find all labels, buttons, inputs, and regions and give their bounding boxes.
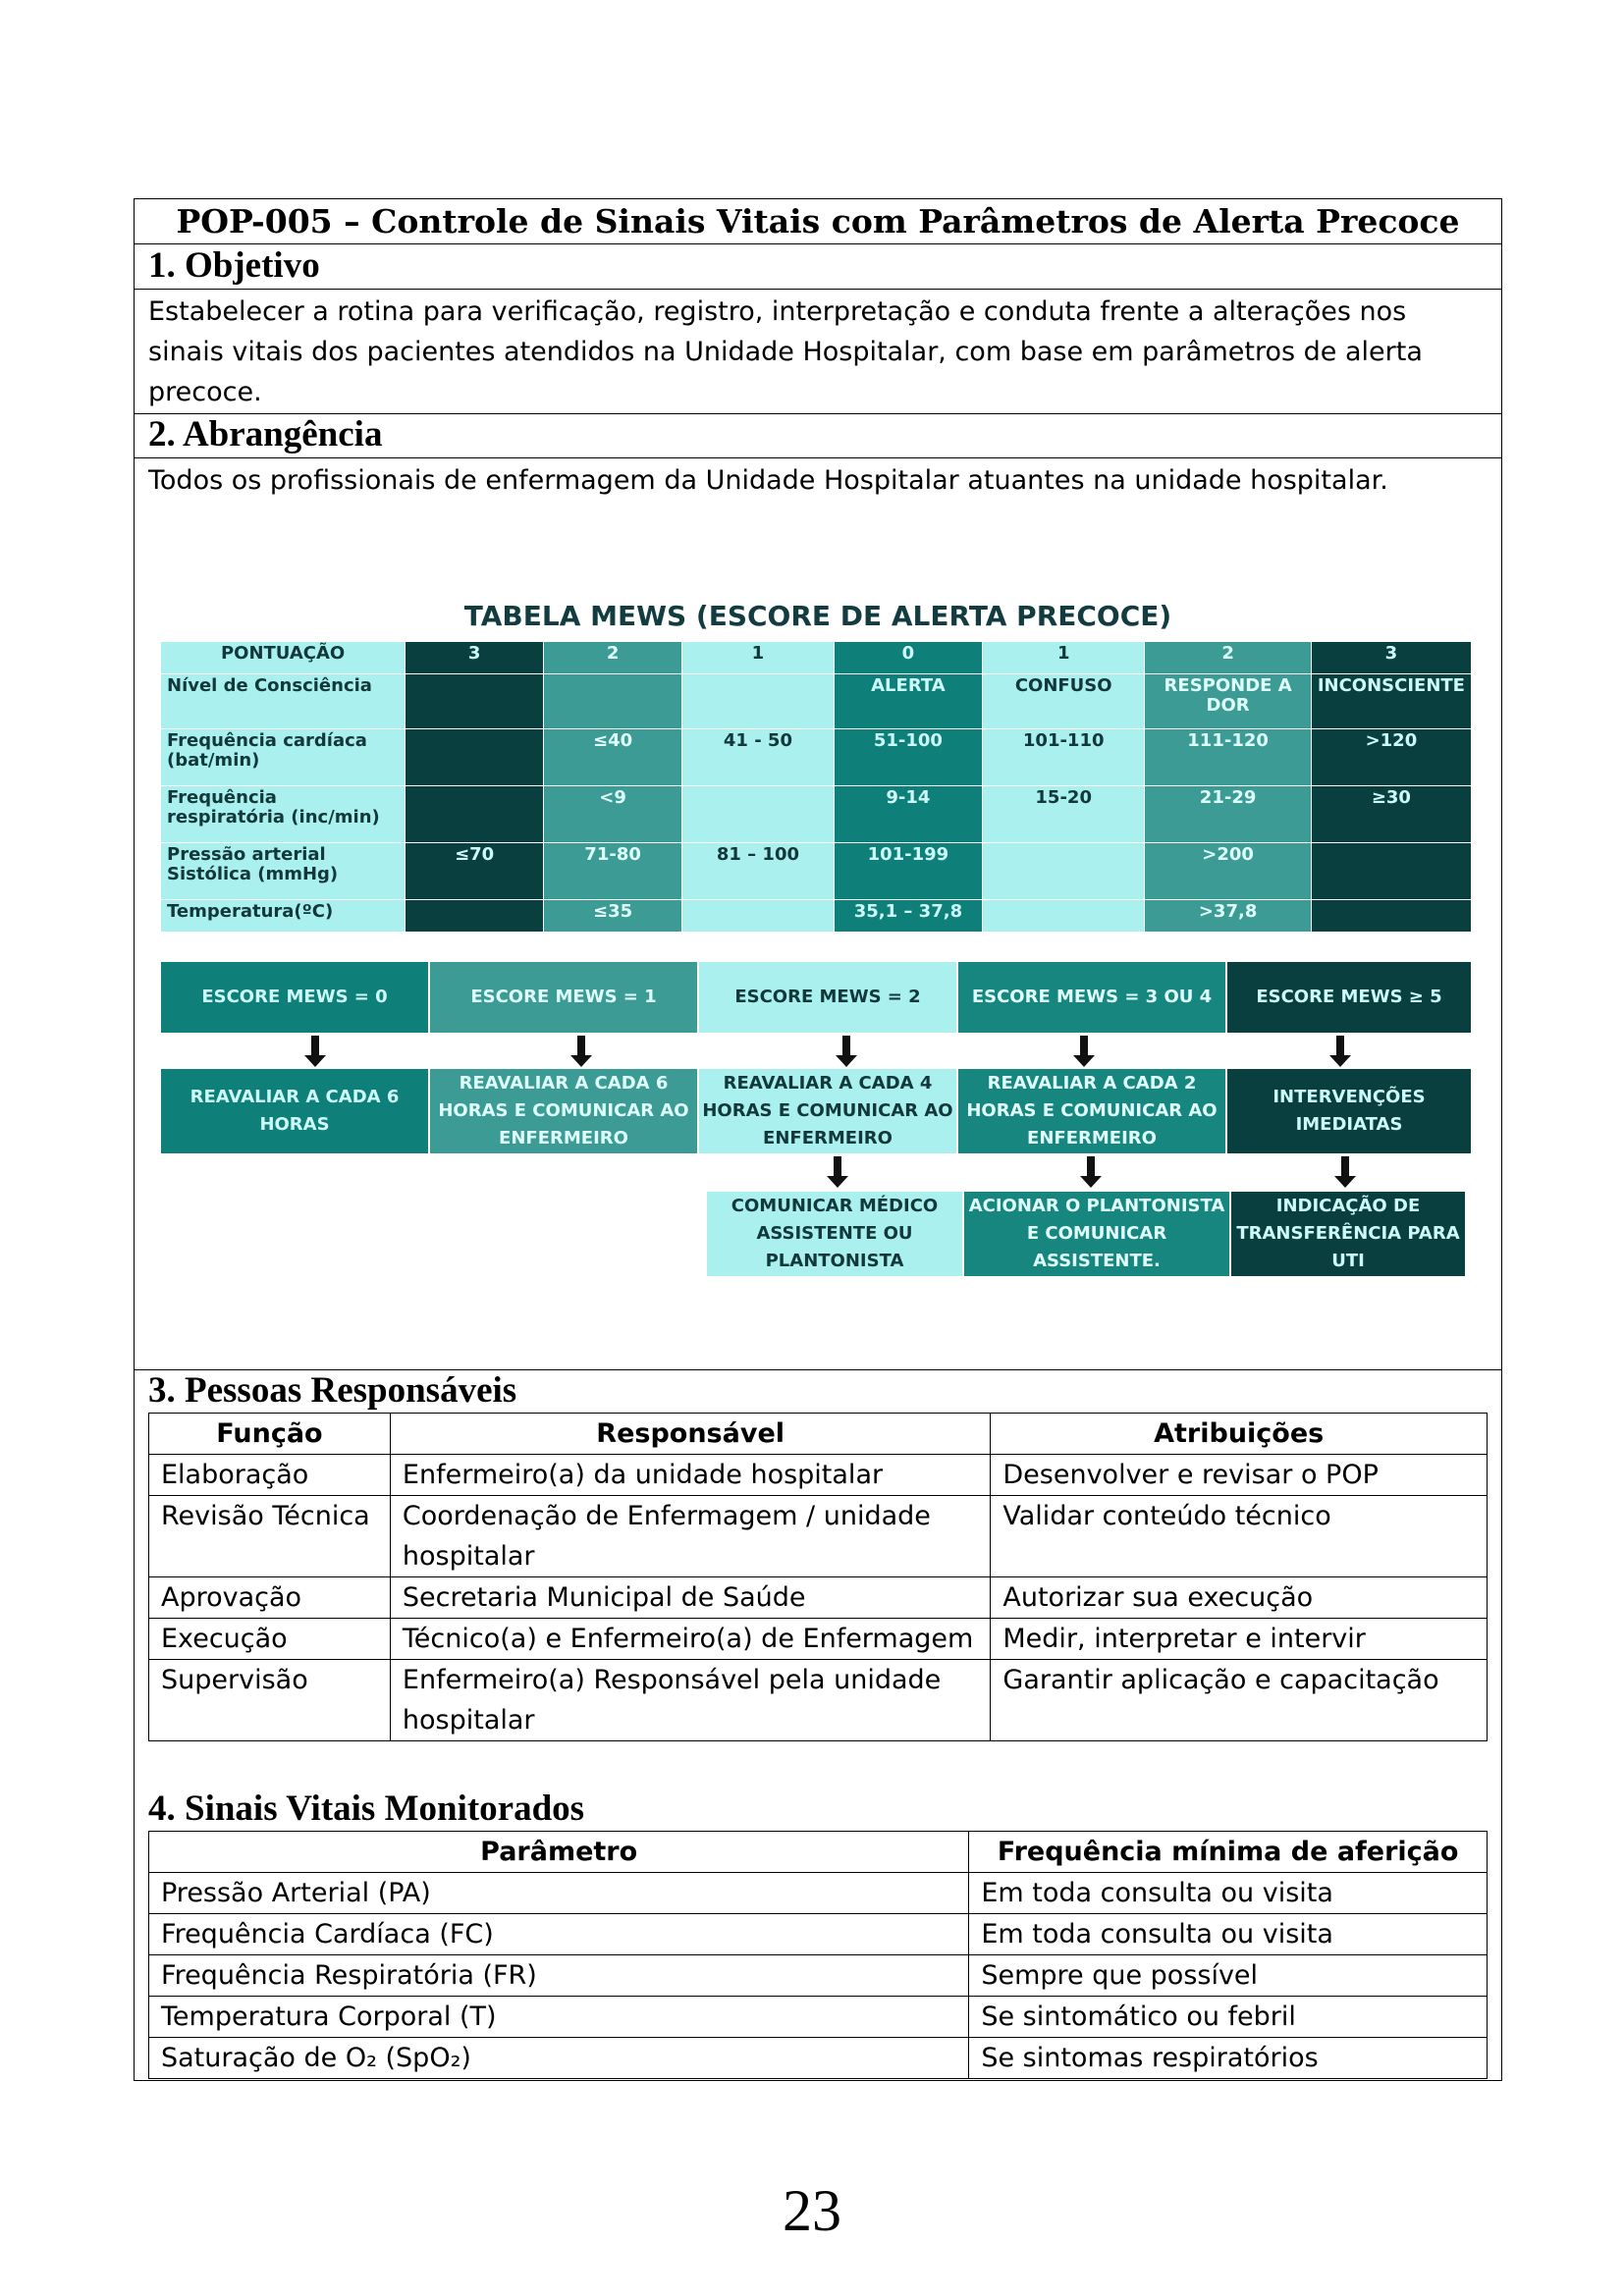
mews-cell: 21-29 [1145,786,1311,843]
section-1-line: Estabelecer a rotina para verificação, registro, interpretação e conduta frente a alterações nos [148,296,1407,327]
mews-cell: 71-80 [544,843,682,900]
mews-cell [682,674,835,729]
table-row [149,1455,1488,1496]
mews-score-4: ESCORE MEWS ≥ 5 [1226,961,1472,1034]
mews-cell: INCONSCIENTE [1311,674,1471,729]
mews-cell: 9-14 [834,786,982,843]
mews-cell [983,843,1145,900]
column-header: Atribuições [991,1414,1488,1455]
table-cell: Em toda consulta ou visita [969,1873,1488,1914]
mews-header-cell: 2 [544,642,682,674]
section-1-body [135,290,1501,411]
mews-cell: 41 - 50 [682,729,835,786]
mews-row [161,674,1472,729]
mews-cell [1311,843,1471,900]
mews-escalation-0: COMUNICAR MÉDICO ASSISTENTE OU PLANTONISTA [706,1191,963,1277]
table-cell: Técnico(a) e Enfermeiro(a) de Enfermagem [390,1619,990,1660]
table-row [149,1997,1488,2038]
mews-escalation-2: INDICAÇÃO DE TRANSFERÊNCIA PARA UTI [1230,1191,1466,1277]
mews-title: TABELA MEWS (ESCORE DE ALERTA PRECOCE) [463,600,1172,632]
pop-document-frame [134,198,1502,2081]
table-cell: Elaboração [149,1455,391,1496]
table-row [149,1873,1488,1914]
table-row [149,1496,1488,1577]
column-header: Função [149,1414,391,1455]
mews-action-2: REAVALIAR A CADA 4 HORAS E COMUNICAR AO ENFERMEIRO [698,1068,957,1154]
section-2-body: Todos os profissionais de enfermagem da Unidade Hospitalar atuantes na unidade hospitalar. [148,465,1388,496]
section-4-heading: 4. Sinais Vitais Monitorados [148,1789,585,1829]
mews-header-cell: 3 [1311,642,1471,674]
table-cell: Saturação de O₂ (SpO₂) [149,2038,969,2079]
table-cell: Execução [149,1619,391,1660]
mews-score-1: ESCORE MEWS = 1 [429,961,698,1034]
mews-cell [406,729,544,786]
column-header: Parâmetro [149,1832,969,1873]
mews-cell: <9 [544,786,682,843]
mews-header-cell: 1 [983,642,1145,674]
mews-cell: 101-199 [834,843,982,900]
mews-header-cell: 3 [406,642,544,674]
section-1-line: sinais vitais dos pacientes atendidos na Unidade Hospitalar, com base em parâmetros de alerta [148,337,1423,367]
table-cell: Temperatura Corporal (T) [149,1997,969,2038]
table-cell: Validar conteúdo técnico [991,1496,1488,1577]
mews-cell: CONFUSO [983,674,1145,729]
table-cell: Medir, interpretar e intervir [991,1619,1488,1660]
mews-cell: 81 – 100 [682,843,835,900]
mews-row-label: Frequência respiratória (inc/min) [161,786,406,843]
table-cell: Revisão Técnica [149,1496,391,1577]
mews-row-label: Frequência cardíaca (bat/min) [161,729,406,786]
mews-cell: RESPONDE A DOR [1145,674,1311,729]
table-cell: Supervisão [149,1660,391,1741]
section-3-heading: 3. Pessoas Responsáveis [148,1370,517,1411]
table-cell: Coordenação de Enfermagem / unidade hospitalar [390,1496,990,1577]
mews-row [161,729,1472,786]
mews-cell: ALERTA [834,674,982,729]
mews-action-0: REAVALIAR A CADA 6 HORAS [160,1068,429,1154]
table-cell: Se sintomas respiratórios [969,2038,1488,2079]
mews-cell [406,674,544,729]
mews-row-label: Nível de Consciência [161,674,406,729]
table-row [149,1660,1488,1741]
mews-header-cell: PONTUAÇÃO [161,642,406,674]
mews-row-label: Temperatura(ºC) [161,900,406,933]
mews-score-2: ESCORE MEWS = 2 [698,961,957,1034]
mews-action-4: INTERVENÇÕES IMEDIATAS [1226,1068,1472,1154]
mews-cell [682,786,835,843]
mews-row [161,900,1472,933]
table-cell: Enfermeiro(a) Responsável pela unidade hospitalar [390,1660,990,1741]
mews-cell: 15-20 [983,786,1145,843]
section-1-heading: 1. Objetivo [135,244,1501,290]
mews-action-3: REAVALIAR A CADA 2 HORAS E COMUNICAR AO ENFERMEIRO [957,1068,1226,1154]
table-cell: Pressão Arterial (PA) [149,1873,969,1914]
mews-header-cell: 2 [1145,642,1311,674]
table-cell: Enfermeiro(a) da unidade hospitalar [390,1455,990,1496]
mews-cell [406,900,544,933]
table-cell: Desenvolver e revisar o POP [991,1455,1488,1496]
table-row [149,1914,1488,1955]
section-1-line: precoce. [148,377,262,407]
table-header-row [149,1832,1488,1873]
table-cell: Se sintomático ou febril [969,1997,1488,2038]
mews-cell [406,786,544,843]
table-row [149,2038,1488,2079]
column-header: Frequência mínima de aferição [969,1832,1488,1873]
mews-action-1: REAVALIAR A CADA 6 HORAS E COMUNICAR AO ENFERMEIRO [429,1068,698,1154]
mews-cell: 35,1 – 37,8 [834,900,982,933]
mews-cell: >37,8 [1145,900,1311,933]
mews-score-3: ESCORE MEWS = 3 OU 4 [957,961,1226,1034]
table-cell: Garantir aplicação e capacitação [991,1660,1488,1741]
responsibles-table [148,1413,1488,1741]
mews-cell: 111-120 [1145,729,1311,786]
mews-cell: 101-110 [983,729,1145,786]
mews-table [160,641,1472,933]
mews-row [161,843,1472,900]
mews-cell [682,900,835,933]
table-cell: Secretaria Municipal de Saúde [390,1577,990,1619]
table-cell: Sempre que possível [969,1955,1488,1997]
table-row [149,1619,1488,1660]
mews-cell: ≤35 [544,900,682,933]
mews-header-row [161,642,1472,674]
page-number: 23 [783,2178,841,2243]
table-cell: Frequência Respiratória (FR) [149,1955,969,1997]
table-cell: Aprovação [149,1577,391,1619]
mews-cell: ≤70 [406,843,544,900]
mews-row-label: Pressão arterial Sistólica (mmHg) [161,843,406,900]
mews-row [161,786,1472,843]
section-2-heading: 2. Abrangência [135,413,1501,458]
table-header-row [149,1414,1488,1455]
table-row [149,1955,1488,1997]
mews-header-cell: 0 [834,642,982,674]
column-header: Responsável [390,1414,990,1455]
table-cell: Autorizar sua execução [991,1577,1488,1619]
mews-score-0: ESCORE MEWS = 0 [160,961,429,1034]
mews-cell [1311,900,1471,933]
mews-cell [983,900,1145,933]
mews-header-cell: 1 [682,642,835,674]
table-row [149,1577,1488,1619]
mews-cell: 51-100 [834,729,982,786]
vital-signs-table [148,1831,1488,2079]
mews-escalation-1: ACIONAR O PLANTONISTA E COMUNICAR ASSISTENTE. [963,1191,1230,1277]
mews-cell: >120 [1311,729,1471,786]
mews-cell: ≤40 [544,729,682,786]
page-title: POP-005 – Controle de Sinais Vitais com Parâmetros de Alerta Precoce [135,199,1501,244]
table-cell: Em toda consulta ou visita [969,1914,1488,1955]
table-cell: Frequência Cardíaca (FC) [149,1914,969,1955]
mews-cell: ≥30 [1311,786,1471,843]
mews-cell [544,674,682,729]
mews-cell: >200 [1145,843,1311,900]
